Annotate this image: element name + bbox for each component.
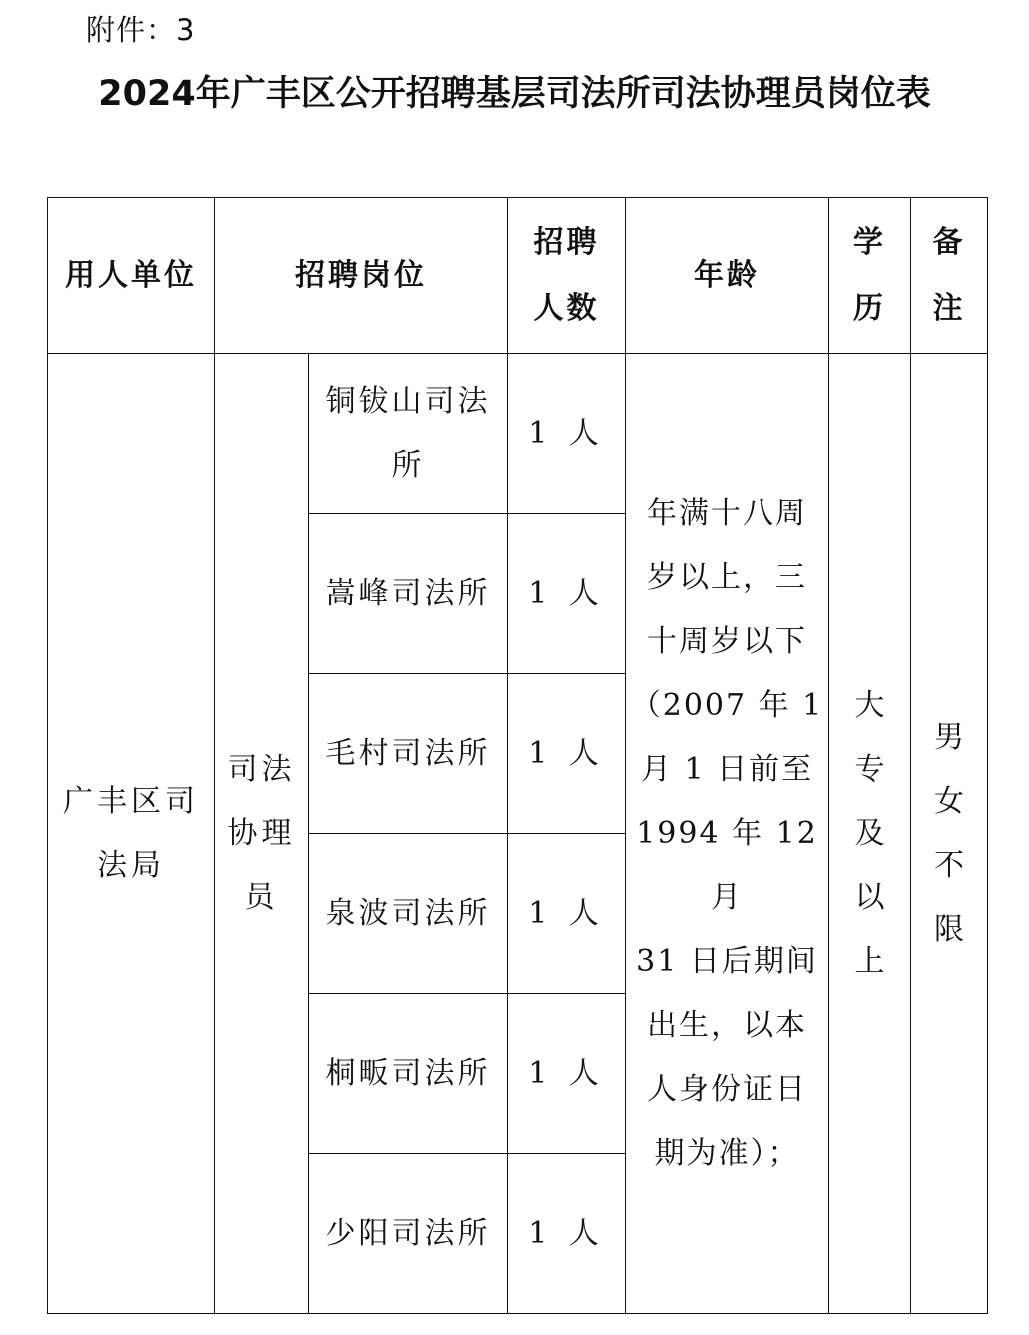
count-cell: 1 人: [508, 834, 626, 994]
position-line3: 员: [244, 879, 279, 915]
station-name-line1: 铜钹山司法: [325, 383, 491, 419]
age-line: 人身份证日: [647, 1071, 807, 1107]
table-row: [48, 354, 988, 514]
unit-line2: 法局: [97, 847, 165, 883]
header-education-line2: 历: [853, 290, 886, 326]
table-header-row: [48, 198, 988, 354]
age-line: 十周岁以下: [647, 623, 807, 659]
age-line: 岁以上，三: [647, 559, 807, 595]
count-cell: 1 人: [508, 514, 626, 674]
header-unit: 用人单位: [48, 198, 215, 354]
count-cell: 1 人: [508, 1154, 626, 1314]
station-cell: 桐畈司法所: [309, 994, 508, 1154]
unit-cell: [48, 354, 215, 1314]
recruitment-table: [47, 197, 988, 1314]
header-count-line1: 招聘: [533, 224, 600, 260]
document-title: 2024年广丰区公开招聘基层司法所司法协理员岗位表: [98, 74, 931, 114]
station-cell: [309, 354, 508, 514]
header-position: 招聘岗位: [215, 198, 508, 354]
header-count: [508, 198, 626, 354]
station-cell: 少阳司法所: [309, 1154, 508, 1314]
header-age: 年龄: [626, 198, 829, 354]
age-line: 期为准）；: [654, 1135, 800, 1171]
station-cell: 泉波司法所: [309, 834, 508, 994]
header-remarks: [911, 198, 988, 354]
station-name-line2: 所: [391, 447, 425, 483]
age-line: 出生，以本: [647, 1007, 807, 1043]
education-cell: [829, 354, 911, 1314]
age-line: 月 1 日前至: [640, 751, 814, 787]
position-line2: 协理: [227, 815, 296, 851]
header-education-line1: 学: [853, 224, 886, 260]
header-remarks-line1: 备: [932, 224, 966, 260]
header-education: [829, 198, 911, 354]
age-line: 年满十八周: [647, 495, 807, 531]
count-cell: 1 人: [508, 994, 626, 1154]
age-requirement-cell: [626, 354, 829, 1314]
age-line: 31 日后期间: [636, 943, 818, 979]
station-cell: 毛村司法所: [309, 674, 508, 834]
attachment-label: 附件：3: [86, 13, 196, 47]
remarks-text: 男女不限: [934, 719, 964, 947]
age-line: （2007 年 1: [630, 687, 824, 723]
remarks-cell: [911, 354, 988, 1314]
position-cell: [215, 354, 309, 1314]
header-remarks-line2: 注: [932, 290, 966, 326]
count-cell: 1 人: [508, 354, 626, 514]
unit-line1: 广丰区司: [63, 783, 199, 819]
count-cell: 1 人: [508, 674, 626, 834]
education-text: 大专及以上: [854, 687, 885, 979]
header-count-line2: 人数: [533, 290, 600, 326]
station-cell: 嵩峰司法所: [309, 514, 508, 674]
age-line: 1994 年 12 月: [636, 815, 818, 915]
position-line1: 司法: [227, 751, 296, 787]
